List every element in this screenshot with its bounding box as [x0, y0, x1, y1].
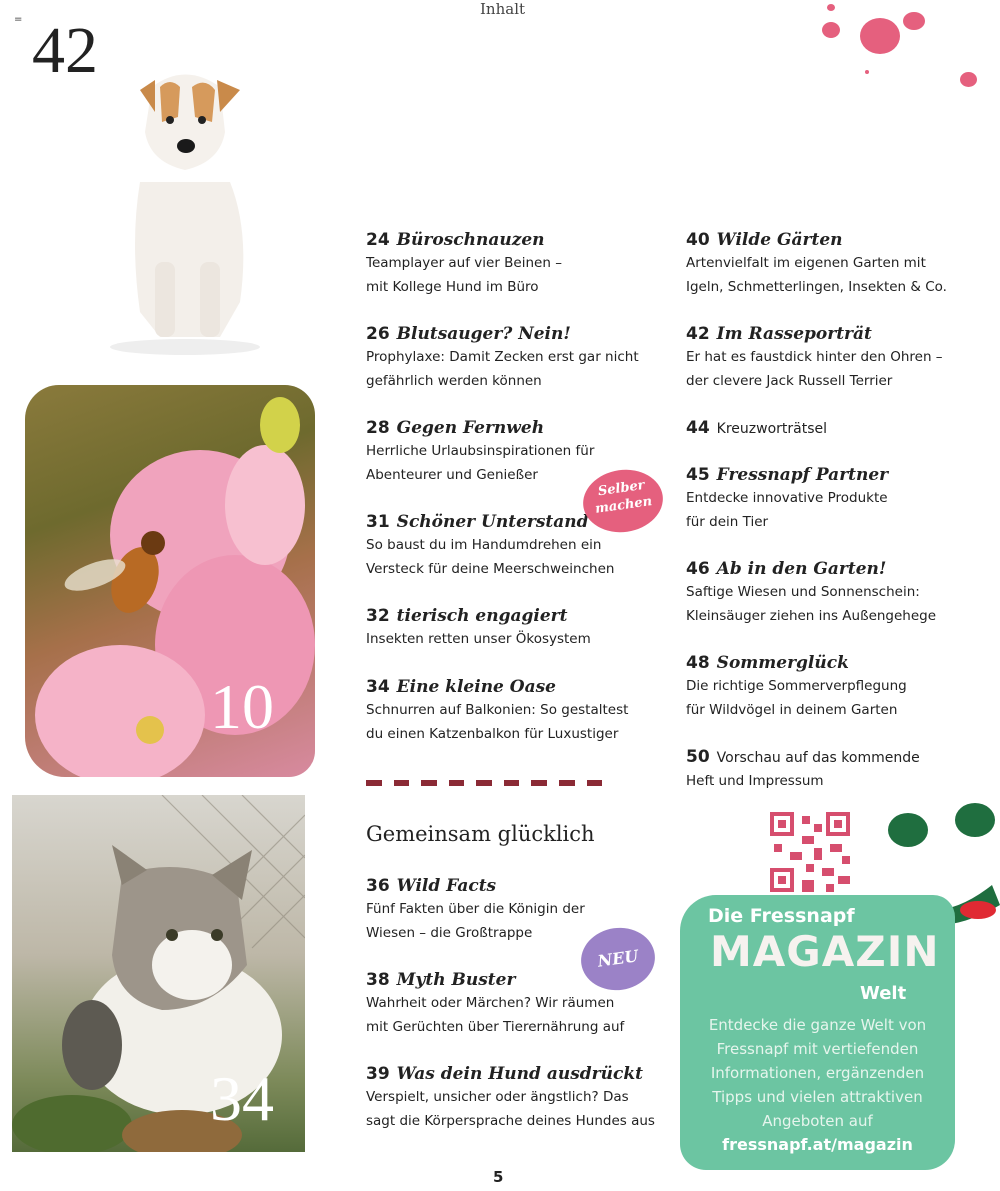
toc-entry[interactable]: 42 Im Rasseporträt Er hat es faustdick hinter den Ohren – der clevere Jack Russell Terrier	[686, 324, 943, 389]
corner-mark: =	[14, 14, 23, 25]
promo-magazin: MAGAZIN	[710, 927, 940, 976]
page-number: 5	[493, 1168, 504, 1186]
toc-entry[interactable]: 40 Wilde Gärten Artenvielfalt im eigenen Garten mit Igeln, Schmetterlingen, Insekten & Co.	[686, 230, 947, 295]
section-label: Inhalt	[480, 0, 526, 18]
section-divider	[366, 780, 602, 786]
section-heading: Gemeinsam glücklich	[366, 822, 595, 846]
toc-entry[interactable]: 46 Ab in den Garten! Saftige Wiesen und Sonnenschein: Kleinsäuger ziehen ins Außengehege	[686, 559, 937, 624]
toc-entry[interactable]: 48 Sommerglück Die richtige Sommerverpflegung für Wildvögel in deinem Garten	[686, 653, 907, 718]
new-badge: NEU	[577, 923, 659, 995]
promo-welt: Welt	[860, 983, 907, 1004]
promo-url-link[interactable]: fressnapf.at/magazin	[722, 1135, 913, 1154]
toc-entry[interactable]: 50 Vorschau auf das kommende Heft und Impressum	[686, 747, 920, 789]
toc-entry[interactable]: 28 Gegen Fernweh Herrliche Urlaubsinspirationen für Abenteurer und Genießer	[366, 418, 595, 483]
promo-title: Die Fressnapf	[708, 905, 855, 927]
toc-entry[interactable]: 34 Eine kleine Oase Schnurren auf Balkonien: So gestaltest du einen Katzenbalkon für Luxustiger	[366, 677, 629, 742]
jack-russell-illustration	[100, 62, 270, 357]
qr-code-graphic	[766, 808, 854, 896]
toc-entry[interactable]: 31 Schöner Unterstand So baust du im Handumdrehen ein Versteck für deine Meerschweinchen	[366, 512, 615, 577]
toc-entry[interactable]: 38 Myth Buster Wahrheit oder Märchen? Wir räumen mit Gerüchten über Tierernährung auf	[366, 970, 625, 1035]
cat-photo-page: 34	[210, 1063, 274, 1134]
diy-badge: Selber machen	[579, 465, 667, 538]
cat-photo[interactable]	[12, 795, 305, 1152]
toc-entry[interactable]: 39 Was dein Hund ausdrückt Verspielt, unsicher oder ängstlich? Das sagt die Körpersprache deines Hundes aus	[366, 1064, 655, 1129]
promo-body: Entdecke die ganze Welt von Fressnapf mit vertiefenden Informationen, ergänzenden Tipps und vielen attraktiven Angeboten auf	[708, 1016, 927, 1130]
bee-photo-page: 10	[210, 671, 274, 742]
toc-entry[interactable]: 44 Kreuzworträtsel	[686, 418, 828, 438]
toc-entry[interactable]: 32 tierisch engagiert Insekten retten unser Ökosystem	[366, 606, 591, 647]
feature-page-number: 42	[32, 14, 98, 87]
toc-entry[interactable]: 26 Blutsauger? Nein! Prophylaxe: Damit Zecken erst gar nicht gefährlich werden können	[366, 324, 639, 389]
dog-photo[interactable]	[100, 62, 270, 357]
toc-entry[interactable]: 45 Fressnapf Partner Entdecke innovative Produkte für dein Tier	[686, 465, 889, 530]
bee-photo[interactable]	[25, 385, 315, 777]
toc-entry[interactable]: 36 Wild Facts Fünf Fakten über die Königin der Wiesen – die Großtrappe	[366, 876, 585, 941]
toc-entry[interactable]: 24 Büroschnauzen Teamplayer auf vier Beinen – mit Kollege Hund im Büro	[366, 230, 562, 295]
qr-code[interactable]	[766, 808, 854, 896]
magazine-promo-box[interactable]	[680, 895, 955, 1170]
